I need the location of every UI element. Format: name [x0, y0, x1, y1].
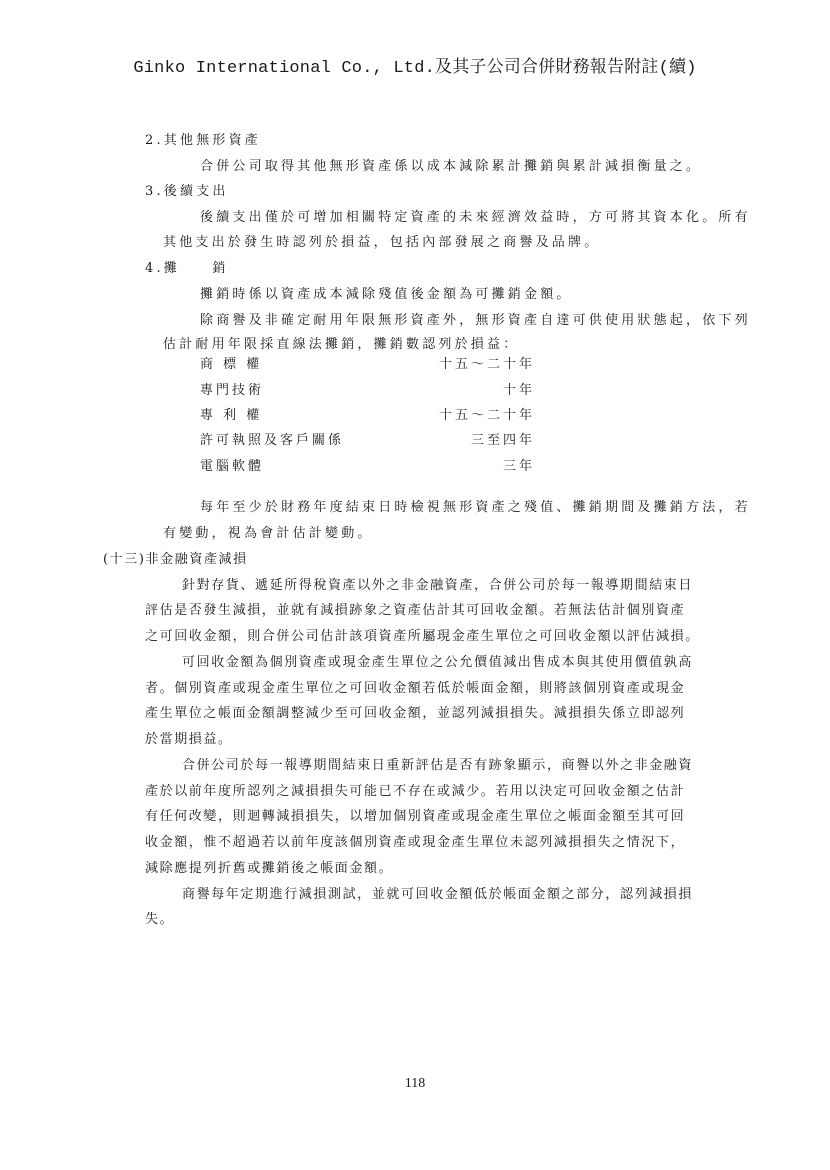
asset-name: 專門技術: [200, 383, 265, 398]
section-4-paragraph: 攤銷時係以資產成本減除殘值後金額為可攤銷金額。: [200, 287, 573, 302]
section-4-paragraph-line: 除商譽及非確定耐用年限無形資產外，無形資產自達可供使用狀態起，依下列: [200, 313, 751, 328]
section-4-paragraph-line: 估計耐用年限採直線法攤銷，攤銷數認列於損益：: [163, 337, 520, 352]
section-3-paragraph-line: 其他支出於發生時認列於損益，包括內部發展之商譽及品牌。: [163, 235, 601, 250]
section-2-paragraph: 合併公司取得其他無形資產係以成本減除累計攤銷與累計減損衡量之。: [200, 159, 703, 174]
asset-years: 三年: [502, 459, 535, 474]
section-13-p3-line: 減除應提列折舊或攤銷後之帳面金額。: [145, 861, 394, 876]
section-13-p3-line: 產於以前年度所認列之減損損失可能已不存在或減少。若用以決定可回收金額之估計: [145, 784, 686, 799]
useful-life-row: [200, 383, 535, 399]
section-13-p4-line: 商譽每年定期進行減損測試，並就可回收金額低於帳面金額之部分，認列減損損: [182, 887, 694, 902]
section-13-p1-line: 之可回收金額，則合併公司估計該項資產所屬現金產生單位之可回收金額以評估減損。: [145, 629, 700, 644]
section-4-heading: 4.攤 銷: [145, 261, 229, 276]
asset-years: 十五～二十年: [438, 408, 535, 423]
useful-life-row: [200, 357, 535, 373]
section-2-heading: 2.其他無形資產: [145, 133, 262, 148]
section-13-p1-line: 評估是否發生減損，並就有減損跡象之資產估計其可回收金額。若無法估計個別資產: [145, 603, 686, 618]
useful-life-row: [200, 408, 535, 424]
section-13-p3-line: 有任何改變，則迴轉減損損失，以增加個別資產或現金產生單位之帳面金額至其可回: [145, 809, 686, 824]
section-13-p3-line: 合併公司於每一報導期間結束日重新評估是否有跡象顯示，商譽以外之非金融資: [182, 758, 694, 773]
useful-life-row: [200, 433, 535, 449]
page-number: 118: [404, 1076, 426, 1091]
section-13-p2-line: 可回收金額為個別資產或現金產生單位之公允價值減出售成本與其使用價值孰高: [182, 655, 694, 670]
asset-name: 商 標 權: [200, 357, 263, 372]
section-13-heading: (十三)非金融資產減損: [103, 552, 248, 567]
asset-name: 許可執照及客戶關係: [200, 433, 345, 448]
page-header: Ginko International Co., Ltd.及其子公司合併財務報告附註(續): [133, 59, 697, 78]
useful-life-row: [200, 459, 535, 475]
section-13-p2-line: 者。個別資產或現金產生單位之可回收金額若低於帳面金額，則將該個別資產或現金: [145, 681, 686, 696]
asset-name: 專 利 權: [200, 408, 263, 423]
section-13-p2-line: 產生單位之帳面金額調整減少至可回收金額，並認列減損損失。減損損失係立即認列: [145, 706, 686, 721]
asset-years: 三至四年: [470, 433, 535, 448]
section-13-p2-line: 於當期損益。: [145, 732, 233, 747]
section-13-p3-line: 收金額，惟不超過若以前年度該個別資產或現金產生單位未認列減損損失之情況下，: [145, 835, 686, 850]
asset-name: 電腦軟體: [200, 459, 265, 474]
section-3-paragraph-line: 後續支出僅於可增加相關特定資產的未來經濟效益時，方可將其資本化。所有: [200, 210, 751, 225]
section-4-paragraph-line: 每年至少於財務年度結束日時檢視無形資產之殘值、攤銷期間及攤銷方法，若: [200, 500, 751, 515]
section-4-paragraph-line: 有變動，視為會計估計變動。: [163, 526, 374, 541]
asset-years: 十年: [502, 383, 535, 398]
asset-years: 十五～二十年: [438, 357, 535, 372]
section-13-p4-line: 失。: [145, 912, 175, 927]
section-13-p1-line: 針對存貨、遞延所得稅資產以外之非金融資產，合併公司於每一報導期間結束日: [182, 578, 694, 593]
section-3-heading: 3.後續支出: [145, 184, 229, 199]
